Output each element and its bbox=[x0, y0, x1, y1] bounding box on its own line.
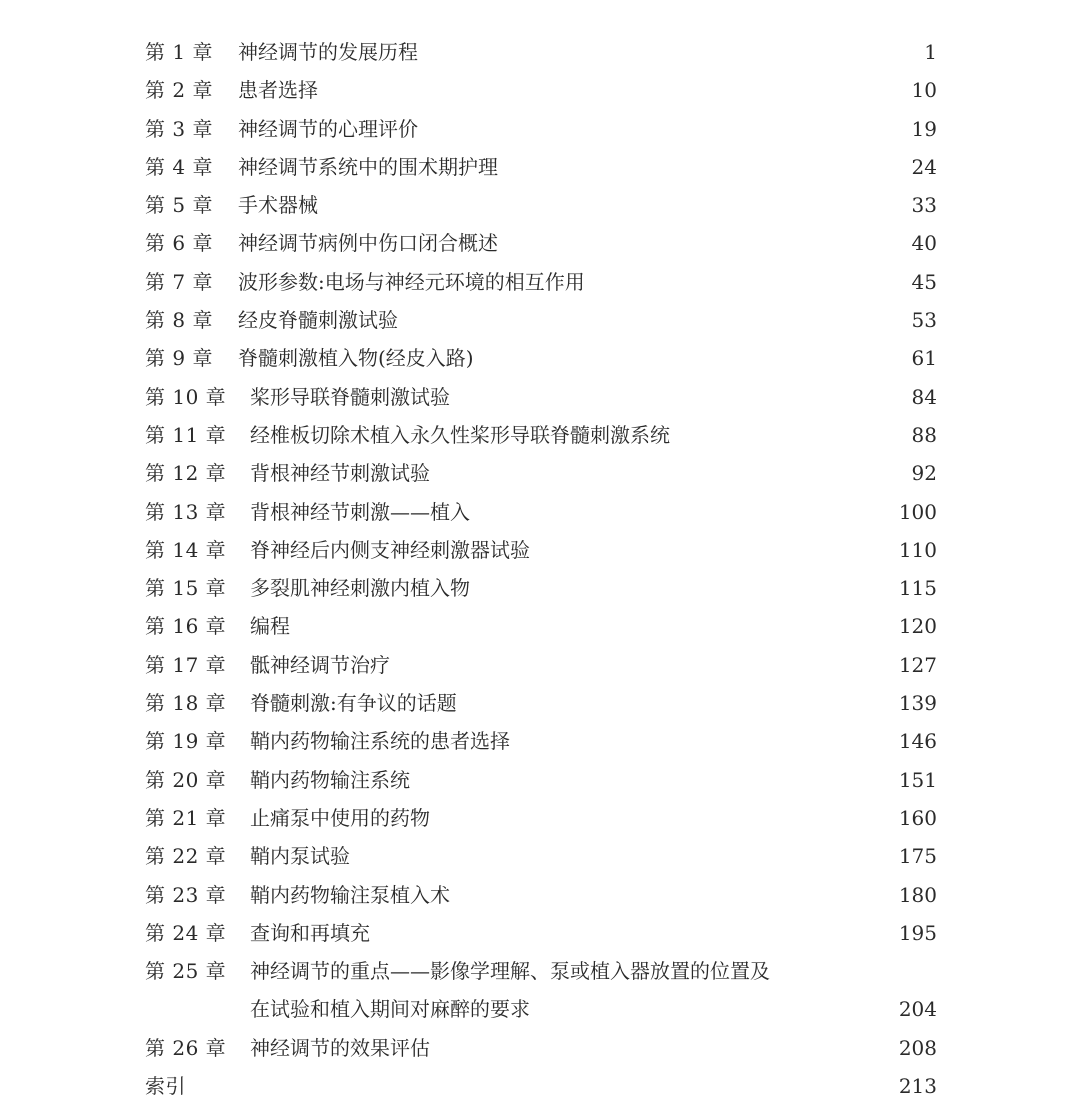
toc-entry[interactable] bbox=[145, 263, 937, 301]
dot-leader bbox=[362, 837, 889, 875]
chapter-number: 第 10 章 bbox=[145, 384, 227, 409]
page-number: 208 bbox=[898, 1035, 937, 1060]
chapter-number: 第 26 章 bbox=[145, 1035, 227, 1060]
toc-entry[interactable] bbox=[145, 952, 937, 1029]
dot-leader bbox=[682, 416, 902, 454]
chapter-number: 第 16 章 bbox=[145, 614, 227, 639]
dot-leader bbox=[482, 493, 889, 531]
toc-line bbox=[145, 607, 937, 645]
toc-entry[interactable] bbox=[145, 454, 937, 492]
toc-entry[interactable] bbox=[145, 761, 937, 799]
page-number: 139 bbox=[898, 691, 937, 716]
toc-line-continued bbox=[145, 990, 937, 1028]
toc-entry[interactable] bbox=[145, 301, 937, 339]
chapter-number: 第 22 章 bbox=[145, 844, 227, 869]
chapter-number: 第 9 章 bbox=[145, 346, 213, 371]
dot-leader bbox=[198, 1067, 889, 1105]
table-of-contents bbox=[145, 33, 937, 1105]
chapter-title: 桨形导联脊髓刺激试验 bbox=[250, 384, 450, 409]
toc-entry[interactable] bbox=[145, 837, 937, 875]
page-number: 151 bbox=[898, 767, 937, 792]
chapter-number: 第 1 章 bbox=[145, 40, 213, 64]
toc-entry[interactable] bbox=[145, 607, 937, 645]
chapter-number: 第 8 章 bbox=[145, 308, 213, 333]
dot-leader bbox=[442, 799, 889, 837]
dot-leader bbox=[382, 914, 889, 952]
toc-line bbox=[145, 454, 937, 492]
chapter-number: 第 17 章 bbox=[145, 652, 227, 677]
page-number: 146 bbox=[898, 729, 937, 754]
chapter-number: 第 2 章 bbox=[145, 78, 213, 103]
page-number: 45 bbox=[911, 269, 937, 294]
toc-line bbox=[145, 416, 937, 454]
chapter-title: 查询和再填充 bbox=[250, 920, 370, 945]
toc-entry[interactable] bbox=[145, 378, 937, 416]
chapter-title: 脊髓刺激植入物(经皮入路) bbox=[238, 346, 474, 371]
chapter-number: 第 5 章 bbox=[145, 193, 213, 218]
chapter-title: 脊神经后内侧支神经刺激器试验 bbox=[250, 537, 530, 562]
toc-entry[interactable] bbox=[145, 914, 937, 952]
chapter-title: 神经调节的发展历程 bbox=[238, 40, 418, 64]
chapter-number: 第 20 章 bbox=[145, 767, 227, 792]
dot-leader bbox=[469, 684, 889, 722]
chapter-number: 第 21 章 bbox=[145, 805, 227, 830]
dot-leader bbox=[462, 378, 902, 416]
toc-line bbox=[145, 71, 937, 109]
toc-line bbox=[145, 224, 937, 262]
page-number: 100 bbox=[898, 499, 937, 524]
toc-line bbox=[145, 952, 937, 990]
toc-line bbox=[145, 914, 937, 952]
chapter-title-continued: 在试验和植入期间对麻醉的要求 bbox=[250, 997, 530, 1022]
chapter-number: 第 3 章 bbox=[145, 116, 213, 141]
dot-leader bbox=[597, 263, 902, 301]
dot-leader bbox=[486, 339, 902, 377]
toc-entry[interactable] bbox=[145, 799, 937, 837]
chapter-title: 神经调节的重点——影像学理解、泵或植入器放置的位置及 bbox=[250, 959, 770, 984]
chapter-number: 第 7 章 bbox=[145, 269, 213, 294]
toc-entry[interactable] bbox=[145, 1029, 937, 1067]
dot-leader bbox=[330, 186, 902, 224]
toc-entry[interactable] bbox=[145, 646, 937, 684]
dot-leader bbox=[442, 454, 902, 492]
chapter-number: 第 24 章 bbox=[145, 920, 227, 945]
chapter-title: 止痛泵中使用的药物 bbox=[250, 805, 430, 830]
toc-line bbox=[145, 33, 937, 71]
toc-entry[interactable] bbox=[145, 493, 937, 531]
toc-entry[interactable] bbox=[145, 33, 937, 71]
page-number: 33 bbox=[911, 193, 937, 218]
chapter-number: 第 11 章 bbox=[145, 422, 227, 447]
chapter-number: 第 13 章 bbox=[145, 499, 227, 524]
toc-line bbox=[145, 876, 937, 914]
page-number: 24 bbox=[911, 154, 937, 179]
chapter-title: 脊髓刺激:有争议的话题 bbox=[250, 691, 457, 716]
page-number: 10 bbox=[911, 78, 937, 103]
chapter-number: 第 4 章 bbox=[145, 154, 213, 179]
toc-line bbox=[145, 493, 937, 531]
toc-line bbox=[145, 301, 937, 339]
dot-leader bbox=[510, 224, 902, 262]
chapter-number: 第 6 章 bbox=[145, 231, 213, 256]
toc-line bbox=[145, 646, 937, 684]
dot-leader bbox=[442, 1029, 889, 1067]
chapter-title: 经椎板切除术植入永久性桨形导联脊髓刺激系统 bbox=[250, 422, 670, 447]
chapter-title: 鞘内药物输注系统的患者选择 bbox=[250, 729, 510, 754]
toc-entry[interactable] bbox=[145, 416, 937, 454]
chapter-title: 波形参数:电场与神经元环境的相互作用 bbox=[238, 269, 585, 294]
toc-line bbox=[145, 531, 937, 569]
dot-leader bbox=[410, 301, 902, 339]
page-number: 61 bbox=[911, 346, 937, 371]
toc-entry-index[interactable] bbox=[145, 1067, 937, 1105]
chapter-number: 第 14 章 bbox=[145, 537, 227, 562]
dot-leader bbox=[330, 71, 902, 109]
chapter-title: 多裂肌神经刺激内植入物 bbox=[250, 576, 470, 601]
toc-line bbox=[145, 339, 937, 377]
chapter-title: 鞘内泵试验 bbox=[250, 844, 350, 869]
page-number: 110 bbox=[898, 537, 937, 562]
toc-line bbox=[145, 1067, 937, 1105]
toc-line bbox=[145, 186, 937, 224]
chapter-title: 鞘内药物输注泵植入术 bbox=[250, 882, 450, 907]
toc-line bbox=[145, 837, 937, 875]
toc-line bbox=[145, 378, 937, 416]
dot-leader bbox=[430, 110, 902, 148]
page-number: 213 bbox=[898, 1074, 937, 1099]
chapter-number: 第 18 章 bbox=[145, 691, 227, 716]
page-number: 204 bbox=[898, 997, 937, 1022]
chapter-title: 神经调节的效果评估 bbox=[250, 1035, 430, 1060]
chapter-title: 经皮脊髓刺激试验 bbox=[238, 308, 398, 333]
dot-leader bbox=[302, 607, 889, 645]
chapter-title: 骶神经调节治疗 bbox=[250, 652, 390, 677]
page-number: 53 bbox=[911, 308, 937, 333]
chapter-title: 神经调节系统中的围术期护理 bbox=[238, 154, 498, 179]
chapter-title: 编程 bbox=[250, 614, 290, 639]
toc-entry[interactable] bbox=[145, 186, 937, 224]
chapter-title: 患者选择 bbox=[238, 78, 318, 103]
chapter-title: 背根神经节刺激试验 bbox=[250, 461, 430, 486]
chapter-number: 第 15 章 bbox=[145, 576, 227, 601]
toc-line bbox=[145, 569, 937, 607]
dot-leader bbox=[510, 148, 902, 186]
dot-leader bbox=[542, 531, 889, 569]
toc-line bbox=[145, 263, 937, 301]
toc-entry[interactable] bbox=[145, 569, 937, 607]
toc-line bbox=[145, 684, 937, 722]
chapter-title: 鞘内药物输注系统 bbox=[250, 767, 410, 792]
chapter-title: 神经调节的心理评价 bbox=[238, 116, 418, 141]
page-number: 120 bbox=[898, 614, 937, 639]
toc-entry[interactable] bbox=[145, 722, 937, 760]
toc-entry[interactable] bbox=[145, 148, 937, 186]
toc-entry[interactable] bbox=[145, 684, 937, 722]
chapter-number: 第 25 章 bbox=[145, 959, 227, 984]
dot-leader bbox=[402, 646, 889, 684]
page-number: 180 bbox=[898, 882, 937, 907]
dot-leader bbox=[430, 33, 914, 71]
chapter-title: 背根神经节刺激——植入 bbox=[250, 499, 470, 524]
dot-leader bbox=[462, 876, 889, 914]
chapter-title: 手术器械 bbox=[238, 193, 318, 218]
toc-entry[interactable] bbox=[145, 876, 937, 914]
toc-line bbox=[145, 110, 937, 148]
dot-leader bbox=[482, 569, 889, 607]
page-number: 84 bbox=[911, 384, 937, 409]
page-number: 160 bbox=[898, 805, 937, 830]
page-number: 40 bbox=[911, 231, 937, 256]
chapter-number: 第 23 章 bbox=[145, 882, 227, 907]
page-number: 1 bbox=[924, 40, 937, 64]
page-number: 92 bbox=[911, 461, 937, 486]
dot-leader bbox=[522, 722, 889, 760]
toc-entry[interactable] bbox=[145, 224, 937, 262]
toc-entry[interactable] bbox=[145, 531, 937, 569]
chapter-title: 神经调节病例中伤口闭合概述 bbox=[238, 231, 498, 256]
toc-line bbox=[145, 1029, 937, 1067]
toc-line bbox=[145, 761, 937, 799]
page-number: 175 bbox=[898, 844, 937, 869]
page-number: 19 bbox=[911, 116, 937, 141]
index-label: 索引 bbox=[145, 1074, 186, 1099]
toc-line bbox=[145, 148, 937, 186]
dot-leader bbox=[422, 761, 889, 799]
page-number: 115 bbox=[898, 576, 937, 601]
page-number: 88 bbox=[911, 422, 937, 447]
toc-entry[interactable] bbox=[145, 71, 937, 109]
toc-entry[interactable] bbox=[145, 339, 937, 377]
toc-line bbox=[145, 799, 937, 837]
dot-leader bbox=[542, 990, 889, 1028]
page-number: 195 bbox=[898, 920, 937, 945]
toc-line bbox=[145, 722, 937, 760]
page-number: 127 bbox=[898, 652, 937, 677]
toc-entry[interactable] bbox=[145, 110, 937, 148]
chapter-number: 第 12 章 bbox=[145, 461, 227, 486]
chapter-number: 第 19 章 bbox=[145, 729, 227, 754]
